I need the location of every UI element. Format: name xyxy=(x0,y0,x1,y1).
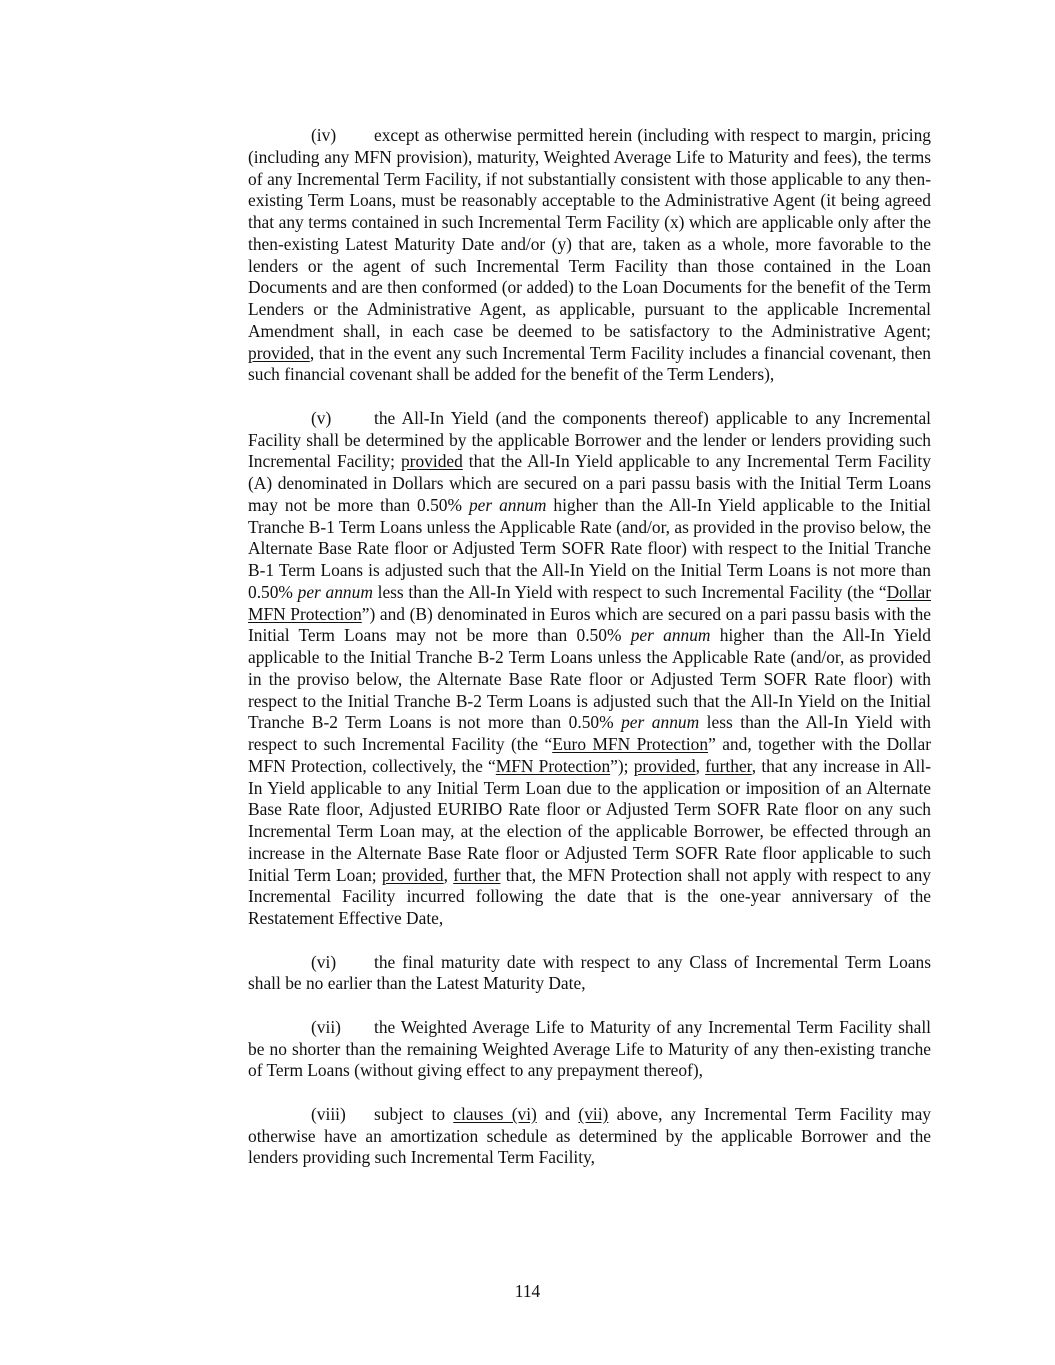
clause-text: less than the All-In Yield with respect to such Incremental Facility (the “ xyxy=(372,581,887,602)
clause-vi xyxy=(248,952,931,996)
defined-term: Dollar MFN Protection xyxy=(248,581,931,624)
clause-text: less than the All-In Yield with respect to such Incremental Facility (the “ xyxy=(248,712,931,754)
clause-text: , xyxy=(443,864,454,885)
clause-text: ”) and (B) denominated in Euros which are secured on a pari passu basis with the Initial Term Loans may not be more than 0.50% xyxy=(248,603,931,646)
defined-term: provided xyxy=(248,342,310,363)
page-number: 114 xyxy=(514,1281,541,1301)
clause-number: (v) xyxy=(311,407,332,428)
defined-term: (vii) xyxy=(578,1103,609,1124)
defined-term: further xyxy=(453,864,501,885)
clause-text: ” and, together with the Dollar MFN Protection, collectively, the “ xyxy=(248,734,931,776)
clause-text: higher than the All-In Yield applicable to the Initial Tranche B-2 Term Loans unless the Applicable Rate (and/or, as provided in the proviso below, the Alternate Base Rate floor or Adjusted Term SOFR Rate floor) with respect to the Initial Tranche B-2 Term Loans is adjusted such that the All-In Yield on the Initial Tranche B-2 Term Loans is not more than 0.50% xyxy=(248,625,931,733)
clause-text: , xyxy=(695,755,706,776)
clause-number: (iv) xyxy=(311,125,337,145)
clause-text: , that any increase in All-In Yield applicable to any Initial Term Loan due to the application or imposition of an Alternate Base Rate floor, Adjusted EURIBO Rate floor or Adjusted Term SOFR Rate floor on any such Incremental Term Loan may, at the election of the applicable Borrower, be effected through an increase in the Alternate Base Rate floor or Adjusted Term SOFR Rate floor applicable to such Initial Term Loan; xyxy=(248,755,931,885)
clause-iv xyxy=(248,125,931,386)
clause-vii xyxy=(248,1017,931,1082)
italic-text: per annum xyxy=(468,494,547,515)
clause-text: higher than the All-In Yield applicable to the Initial Tranche B-1 Term Loans unless the Applicable Rate (and/or, as provided in the proviso below, the Alternate Base Rate floor or Adjusted Term SOFR Rate floor) with respect to the Initial Tranche B-1 Term Loans is adjusted such that the All-In Yield on the Initial Term Loans is not more than 0.50% xyxy=(248,494,931,602)
defined-term: MFN Protection xyxy=(495,755,611,776)
defined-term: Euro MFN Protection xyxy=(552,734,709,754)
clause-number: (viii) xyxy=(311,1103,346,1124)
defined-term: provided xyxy=(633,755,696,776)
document-body xyxy=(248,125,931,1191)
clause-number: (vi) xyxy=(311,951,337,972)
clause-text: subject to xyxy=(374,1103,454,1124)
italic-text: per annum xyxy=(297,581,373,602)
clause-text: the All-In Yield (and the components thereof) applicable to any Incremental Facility shall be determined by the applicable Borrower and the lender or lenders providing such Incremental Facility; xyxy=(248,407,931,472)
defined-term: provided xyxy=(381,864,444,885)
clause-v xyxy=(248,408,931,930)
clause-text: that the All-In Yield applicable to any Incremental Term Facility (A) denominated in Dollars which are secured on a pari passu basis with the Initial Term Loans may not be more than 0.50% xyxy=(248,451,931,515)
italic-text: per annum xyxy=(630,625,711,646)
clause-text: the final maturity date with respect to any Class of Incremental Term Loans shall be no earlier than the Latest Maturity Date, xyxy=(248,951,931,994)
defined-term: provided xyxy=(400,451,463,472)
clause-text: that, the MFN Protection shall not apply with respect to any Incremental Facility incurred following the date that is the one-year anniversary of the Restatement Effective Date, xyxy=(248,864,931,928)
clause-text: except as otherwise permitted herein (including with respect to margin, pricing (including any MFN provision), maturity, Weighted Average Life to Maturity and fees), the terms of any Incremental Term Facility, if not substantially consistent with those applicable to any then-existing Term Loans, must be reasonably acceptable to the Administrative Agent (it being agreed that any terms contained in such Incremental Term Facility (x) which are applicable only after the then-existing Latest Maturity Date and/or (y) that are, taken as a whole, more favorable to the lenders or the agent of such Incremental Term Facility than those contained in the Loan Documents and are then conformed (or added) to the Loan Documents for the benefit of the Term Lenders or the Administrative Agent, as applicable, pursuant to the applicable Incremental Amendment shall, in each case be deemed to be satisfactory to the Administrative Agent; xyxy=(248,125,931,341)
defined-term: clauses (vi) xyxy=(453,1103,537,1124)
clause-text: and xyxy=(536,1103,579,1124)
clause-number: (vii) xyxy=(311,1016,341,1037)
clause-viii xyxy=(248,1104,931,1169)
clause-text: , that in the event any such Incremental Term Facility includes a financial covenant, then such financial covenant shall be added for the benefit of the Term Lenders), xyxy=(248,342,931,385)
clause-text: ”); xyxy=(610,755,634,776)
defined-term: further xyxy=(705,755,752,776)
clause-text: above, any Incremental Term Facility may otherwise have an amortization schedule as determined by the applicable Borrower and the lenders providing such Incremental Term Facility, xyxy=(248,1103,931,1168)
italic-text: per annum xyxy=(621,712,700,733)
clause-text: the Weighted Average Life to Maturity of any Incremental Term Facility shall be no shorter than the remaining Weighted Average Life to Maturity of any then-existing tranche of Term Loans (without giving effect to any prepayment thereof), xyxy=(248,1016,931,1081)
